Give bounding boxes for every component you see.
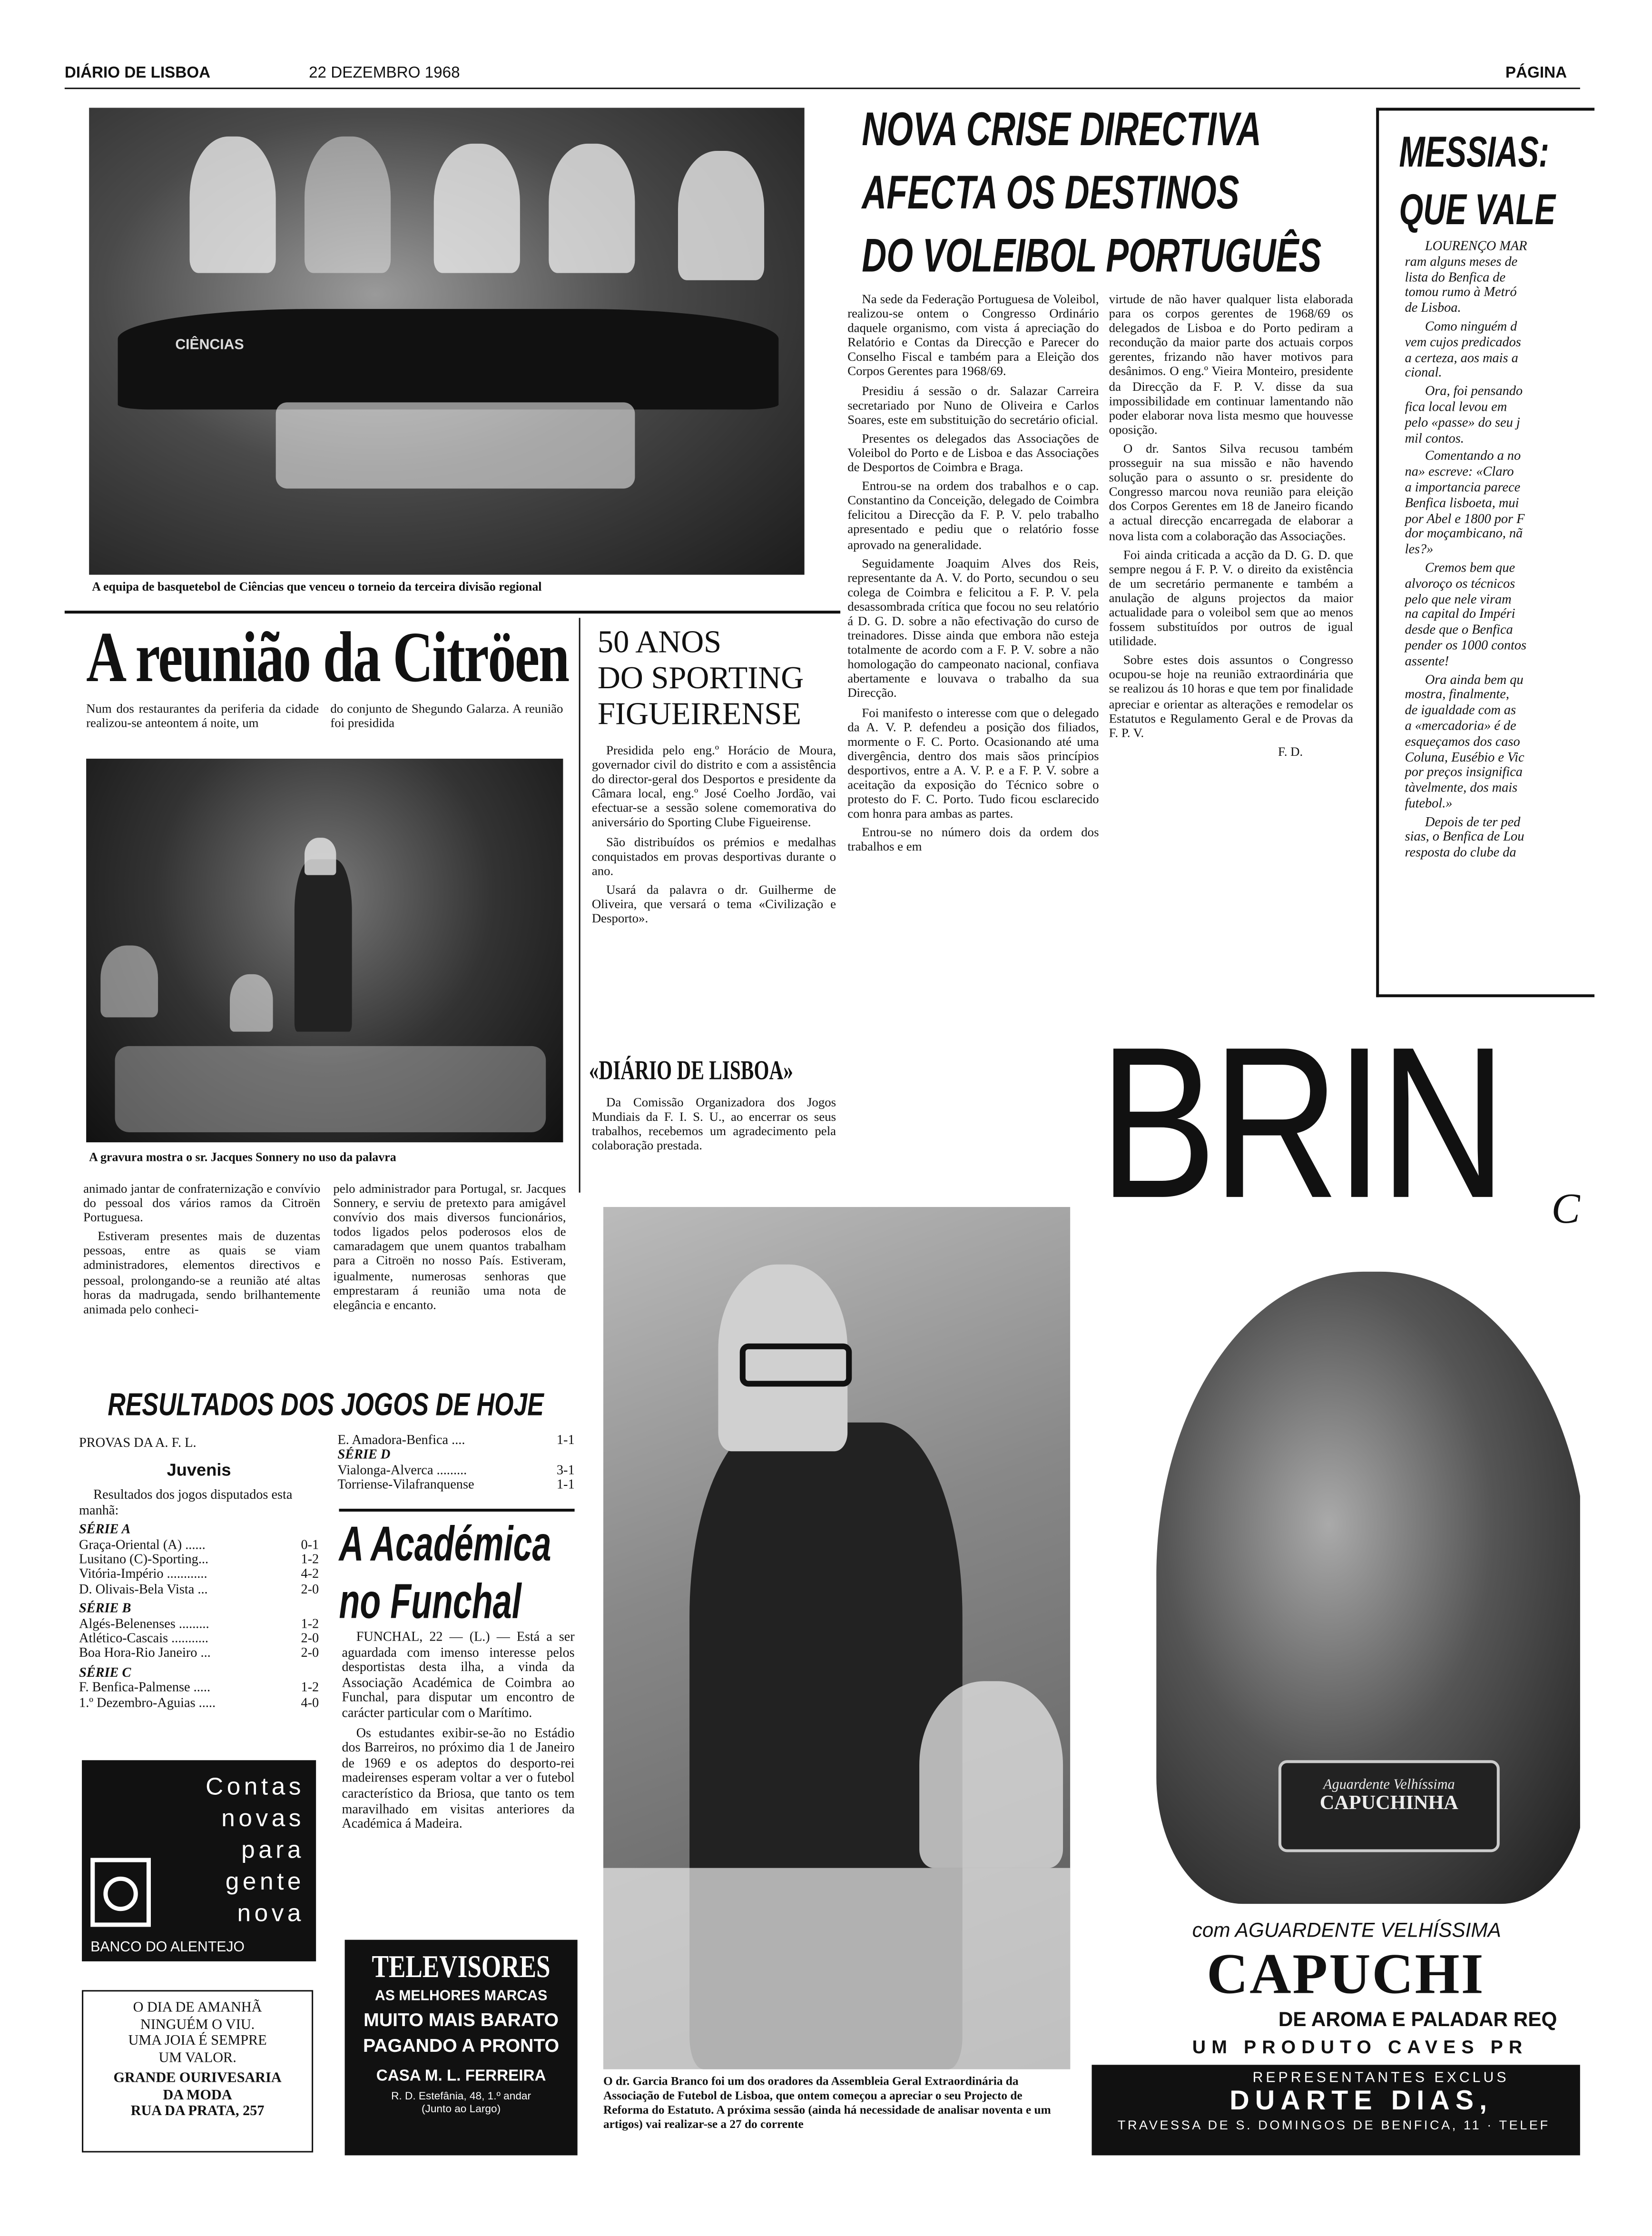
garcia-branco-photo	[603, 1207, 1070, 2069]
citroen-lead-left: Num dos restaurantes da periferia da cidade realizou-se anteontem á noite, um	[86, 701, 319, 730]
diario-article	[592, 1095, 836, 1157]
result-row: Algés-Belenenses ......... 1-2	[79, 1617, 319, 1632]
result-row: E. Amadora-Benfica .... 1-1	[337, 1434, 575, 1449]
header-rule	[65, 88, 1580, 89]
paragraph: Seguidamente Joaquim Alves dos Reis, representante da A. V. do Porto, secundou o seu colega de Coimbra e felicitou a F. P. V. pela desassombrada crítica que focou no seu relatório á D. G. D. sobre a não efectivação do curso de treinadores. Disse ainda que embora não esteja totalmente de acordo com a F. P. V. sobre a não homologação do campeonato nacional, confiava abertamente e louvava o trabalho da sua Direcção.	[847, 555, 1099, 701]
academica-article	[342, 1631, 575, 1838]
paragraph: Ora, foi pensando fica local levou em pelo «passe» do seu j mil contos.	[1405, 385, 1523, 446]
result-row: Vialonga-Alverca ......... 3-1	[337, 1464, 575, 1478]
paragraph: Entrou-se no número dois da ordem dos trabalhos e em	[847, 825, 1099, 854]
bottle-image	[1156, 1272, 1580, 1904]
voleibol-column-1	[847, 292, 1099, 859]
ad-tagline: DE AROMA E PALADAR REQ	[1278, 2007, 1557, 2030]
ad-representative-box: REPRESENTANTES EXCLUS DUARTE DIAS, TRAVESSA DE S. DOMINGOS DE BENFICA, 11 · TELEF	[1092, 2065, 1580, 2155]
result-row: F. Benfica-Palmense ..... 1-2	[79, 1682, 319, 1696]
result-row: Boa Hora-Rio Janeiro ... 2-0	[79, 1647, 319, 1662]
result-row: D. Olivais-Bela Vista ... 2-0	[79, 1583, 319, 1598]
series-d-label: SÉRIE D	[337, 1449, 391, 1464]
paragraph: O dr. Santos Silva recusou também prosseguir na sua missão e não havendo solução para o assunto o sr. presidente do Congresso marcou nova reunião para eleição dos Corpos Gerentes em 18 de Janeiro ficando a actual direcção encarregada de elaborar a nova lista com a colaboração das Associações.	[1109, 441, 1353, 543]
ad-title: TELEVISORES	[372, 1948, 551, 1985]
brinde-capuchinha-ad	[1092, 1013, 1580, 2155]
paragraph: Cremos bem que alvoroço os técnicos pelo que nele viram na capital do Impéri desde que o Benfica pender os 1000 contos assente!	[1405, 562, 1527, 670]
issue-date: 22 DEZEMBRO 1968	[309, 64, 460, 82]
paragraph: Estiveram presentes mais de duzentas pessoas, entre as quais se viam administradores, elementos directivos e pessoal, prolongando-se a reunião até altas horas da madrugada, sendo brilhantemente animada pelo conheci-	[83, 1229, 321, 1316]
messias-article	[1379, 240, 1594, 862]
result-row: Graça-Oriental (A) ...... 0-1	[79, 1538, 319, 1553]
paragraph: Comentando a no na» escreve: «Claro a importancia parece Benfica lisboeta, mui por Abel e 1800 por F dor moçambicano, nã les?»	[1405, 450, 1525, 558]
paragraph: Como ninguém d vem cujos predicados a certeza, aos mais a cional.	[1405, 320, 1521, 382]
academica-headline: A Académica no Funchal	[339, 1517, 551, 1630]
paragraph: FUNCHAL, 22 — (L.) — Está a ser aguardada com imenso interesse pelos desportistas desta ilha, a vinda da Associação Académica de Coimbra ao Funchal, para disputar um encontro de carácter particular com o Marítimo.	[342, 1631, 575, 1722]
results-column-right	[337, 1434, 574, 1494]
ad-line: com AGUARDENTE VELHÍSSIMA	[1192, 1918, 1501, 1941]
messias-box	[1376, 108, 1594, 997]
paragraph: Ora ainda bem qu mostra, finalmente, de igualdade com as a «mercadoria» é de esqueçamos dos caso Coluna, Eusébio e Vic por preços insignifica tàvelmente, dos mais futebol.»	[1405, 673, 1524, 812]
paragraph: animado jantar de confraternização e convívio do pessoal dos vários ramos da Citroën Portuguesa.	[83, 1181, 321, 1225]
results-intro: Resultados dos jogos disputados esta manhã:	[79, 1489, 293, 1519]
juvenis-heading: Juvenis	[167, 1460, 231, 1481]
messias-headline: MESSIAS: QUE VALE	[1399, 129, 1556, 235]
garcia-photo-caption: O dr. Garcia Branco foi um dos oradores da Assembleia Geral Extraordinária da Associação de Futebol de Lisboa, que ontem começou a apreciar o seu Projecto de Reforma do Estatuto. A próxima sessão (ainda há necessidade de analisar noventa e um artigos) vai realizar-se a 27 do corrente	[603, 2075, 1051, 2131]
ad-brand: CAPUCHI	[1206, 1941, 1485, 2006]
ad-slogan: Contas novas para gente nova	[206, 1773, 305, 1927]
citroen-headline: A reunião da Citröen	[86, 616, 569, 697]
bottle-label: Aguardente Velhíssima CAPUCHINHA	[1278, 1760, 1500, 1852]
paragraph: Foi ainda criticada a acção da D. G. D. que sempre negou á F. P. V. o direito da existência de um secretário permanente e também a anulação de alguns projectos da maior actualidade para o voleibol sem que ao menos fossem substituídos por outros de igual utilidade.	[1109, 547, 1353, 649]
basketball-photo-caption: A equipa de basquetebol de Ciências que venceu o torneio da terceira divisão regional	[92, 579, 542, 594]
citroen-meeting-photo	[86, 759, 563, 1142]
banco-alentejo-ad	[82, 1760, 316, 1961]
results-headline: RESULTADOS DOS JOGOS DE HOJE	[108, 1386, 544, 1423]
ad-script-letter: C	[1551, 1185, 1580, 1233]
page-label: PÁGINA	[1505, 64, 1567, 82]
result-row: 1.º Dezembro-Aguias ..... 4-0	[79, 1696, 319, 1711]
glasses-icon	[740, 1344, 852, 1387]
televisores-ad: TELEVISORES AS MELHORES MARCAS MUITO MAIS BARATO PAGANDO A PRONTO CASA M. L. FERREIRA R. D. Estefânia, 48, 1.º andar (Junto ao Largo)	[345, 1940, 578, 2156]
paragraph: Presidiu á sessão o dr. Salazar Carreira secretariado por Nuno de Oliveira e Carlos Soares, este em substituição do secretário oficial.	[847, 383, 1099, 426]
result-row: Atlético-Cascais ........... 2-0	[79, 1632, 319, 1647]
results-column-left	[79, 1437, 319, 1712]
ourivesaria-ad: O DIA DE AMANHÃ NINGUÉM O VIU. UMA JOIA É SEMPRE UM VALOR. GRANDE OURIVESARIA DA MODA RUA DA PRATA, 257	[82, 1990, 313, 2152]
article-signature: F. D.	[1278, 744, 1303, 759]
paragraph: Depois de ter ped sias, o Benfica de Lou resposta do clube da	[1405, 815, 1524, 861]
result-row: Torriense-Vilafranquense 1-1	[337, 1479, 575, 1494]
voleibol-column-2	[1109, 292, 1353, 759]
paragraph: LOURENÇO MAR ram alguns meses de lista do Benfica de tomou rumo à Metró de Lisboa.	[1405, 240, 1527, 317]
citroen-photo-caption: A gravura mostra o sr. Jacques Sonnery no uso da palavra	[89, 1149, 396, 1164]
paragraph: Os estudantes exibir-se-ão no Estádio dos Barreiros, no próximo dia 1 de Janeiro de 1969 e os adeptos do desporto-rei madeirenses esperam voltar a ver o futebol característico da Briosa, que tanto os tem maravilhado em visitas anteriores da Académica á Madeira.	[342, 1726, 575, 1832]
paragraph: virtude de não haver qualquer lista elaborada para os corpos gerentes de 1968/69 os delegados de Lisboa e do Porto pediram a recondução da maior parte dos actuais corpos gerentes, frizando não haver motivos para desânimos. O eng.º Vieira Monteiro, presidente da Direcção da F. P. V. disse da sua impossibilidade em continuar lamentando não poder elaborar nova lista mesmo que houvesse oposição.	[1109, 291, 1353, 437]
paragraph: Usará da palavra o dr. Guilherme de Oliveira, que versará o tema «Civilização e Desporto».	[591, 882, 836, 926]
paragraph: pelo administrador para Portugal, sr. Jacques Sonnery, e serviu de pretexto para amigável convívio dos mais diversos funcionários, todos ligados pelos poderosos elos de camaradagem que unem quantos trabalham para a Citroën no nosso País. Estiveram, igualmente, numerosas senhoras que emprestaram á reunião uma nota de elegância e encanto.	[333, 1181, 566, 1312]
provas-label: PROVAS DA A. F. L.	[79, 1437, 197, 1452]
paragraph: Sobre estes dois assuntos o Congresso ocupou-se hoje na reunião extraordinária que se realizou ás 10 horas e que tem por finalidade apreciar e orientar as alterações e remodelar os Estatutos e Regulamento Geral e de Provas da F. P. V.	[1109, 653, 1353, 740]
ad-title: BRIN	[1099, 1013, 1503, 1243]
section-rule	[339, 1509, 574, 1512]
ad-product: UM PRODUTO CAVES PR	[1192, 2036, 1528, 2058]
section-rule	[65, 611, 840, 613]
paragraph: Da Comissão Organizadora dos Jogos Mundiais da F. I. S. U., ao encerrar os seus trabalhos, recebemos um agradecimento pela colaboração prestada.	[591, 1095, 836, 1153]
paragraph: Na sede da Federação Portuguesa de Voleibol, realizou-se ontem o Congresso Ordinário daquele organismo, com vista á apreciação do Relatório e Contas da Direcção e Parecer do Conselho Fiscal e também para a Eleição dos Corpos Gerentes para 1968/69.	[847, 291, 1099, 379]
bank-name: BANCO DO ALENTEJO	[90, 1939, 245, 1956]
series-b-label: SÉRIE B	[79, 1602, 131, 1617]
citroen-lead-right: do conjunto de Shegundo Galarza. A reunião foi presidida	[330, 701, 563, 730]
masthead: DIÁRIO DE LISBOA	[64, 64, 211, 82]
paragraph: Entrou-se na ordem dos trabalhos e o cap. Constantino da Conceição, delegado de Coimbra felicitou a Direcção da F. P. V. pelo trabalho apresentado e pediu que o relatório fosse aprovado na generalidade.	[847, 478, 1099, 551]
paragraph: Presidida pelo eng.º Horácio de Moura, governador civil do distrito e com a assistência do director-geral dos Desportos e presidente da Câmara local, eng.º José Coelho Jordão, vai efectuar-se a sessão solene comemorativa do aniversário do Sporting Clube Figueirense.	[591, 742, 836, 830]
basketball-team-photo	[89, 108, 804, 574]
diario-headline: «DIÁRIO DE LISBOA»	[589, 1056, 793, 1087]
citroen-column-1	[83, 1181, 320, 1320]
voleibol-headline: NOVA CRISE DIRECTIVA AFECTA OS DESTINOS DO VOLEIBOL PORTUGUÊS	[862, 102, 1322, 282]
paragraph: São distribuídos os prémios e medalhas conquistados em provas desportivas durante o ano.	[591, 834, 836, 878]
series-a-label: SÉRIE A	[79, 1523, 131, 1538]
paragraph: Presentes os delegados das Associações de Voleibol do Porto e de Lisboa e das Associações de Desportos de Coimbra e Braga.	[847, 431, 1099, 475]
result-row: Vitória-Império ............ 4-2	[79, 1568, 319, 1583]
citroen-column-2	[333, 1181, 566, 1316]
sporting-headline: 50 ANOS DO SPORTING FIGUEIRENSE	[597, 623, 804, 732]
series-c-label: SÉRIE C	[79, 1666, 131, 1681]
result-row: Lusitano (C)-Sporting... 1-2	[79, 1553, 319, 1568]
jersey-lettering: CIÊNCIAS	[175, 337, 244, 354]
paragraph: Foi manifesto o interesse com que o delegado da A. V. P. defendeu a posição dos filiados, mormente o F. C. Porto. Ocasionando até uma divergência, dentro dos mais sãos princípios desportivos, entre a A. V. P. e a F. P. V. sobre a aceitação da exposição do Técnico sobre o protesto do F. C. Porto. Tudo ficou esclarecido com honra para ambas as partes.	[847, 704, 1099, 821]
bank-logo-icon	[90, 1858, 151, 1927]
column-divider	[579, 618, 580, 1193]
sporting-article	[592, 743, 836, 930]
